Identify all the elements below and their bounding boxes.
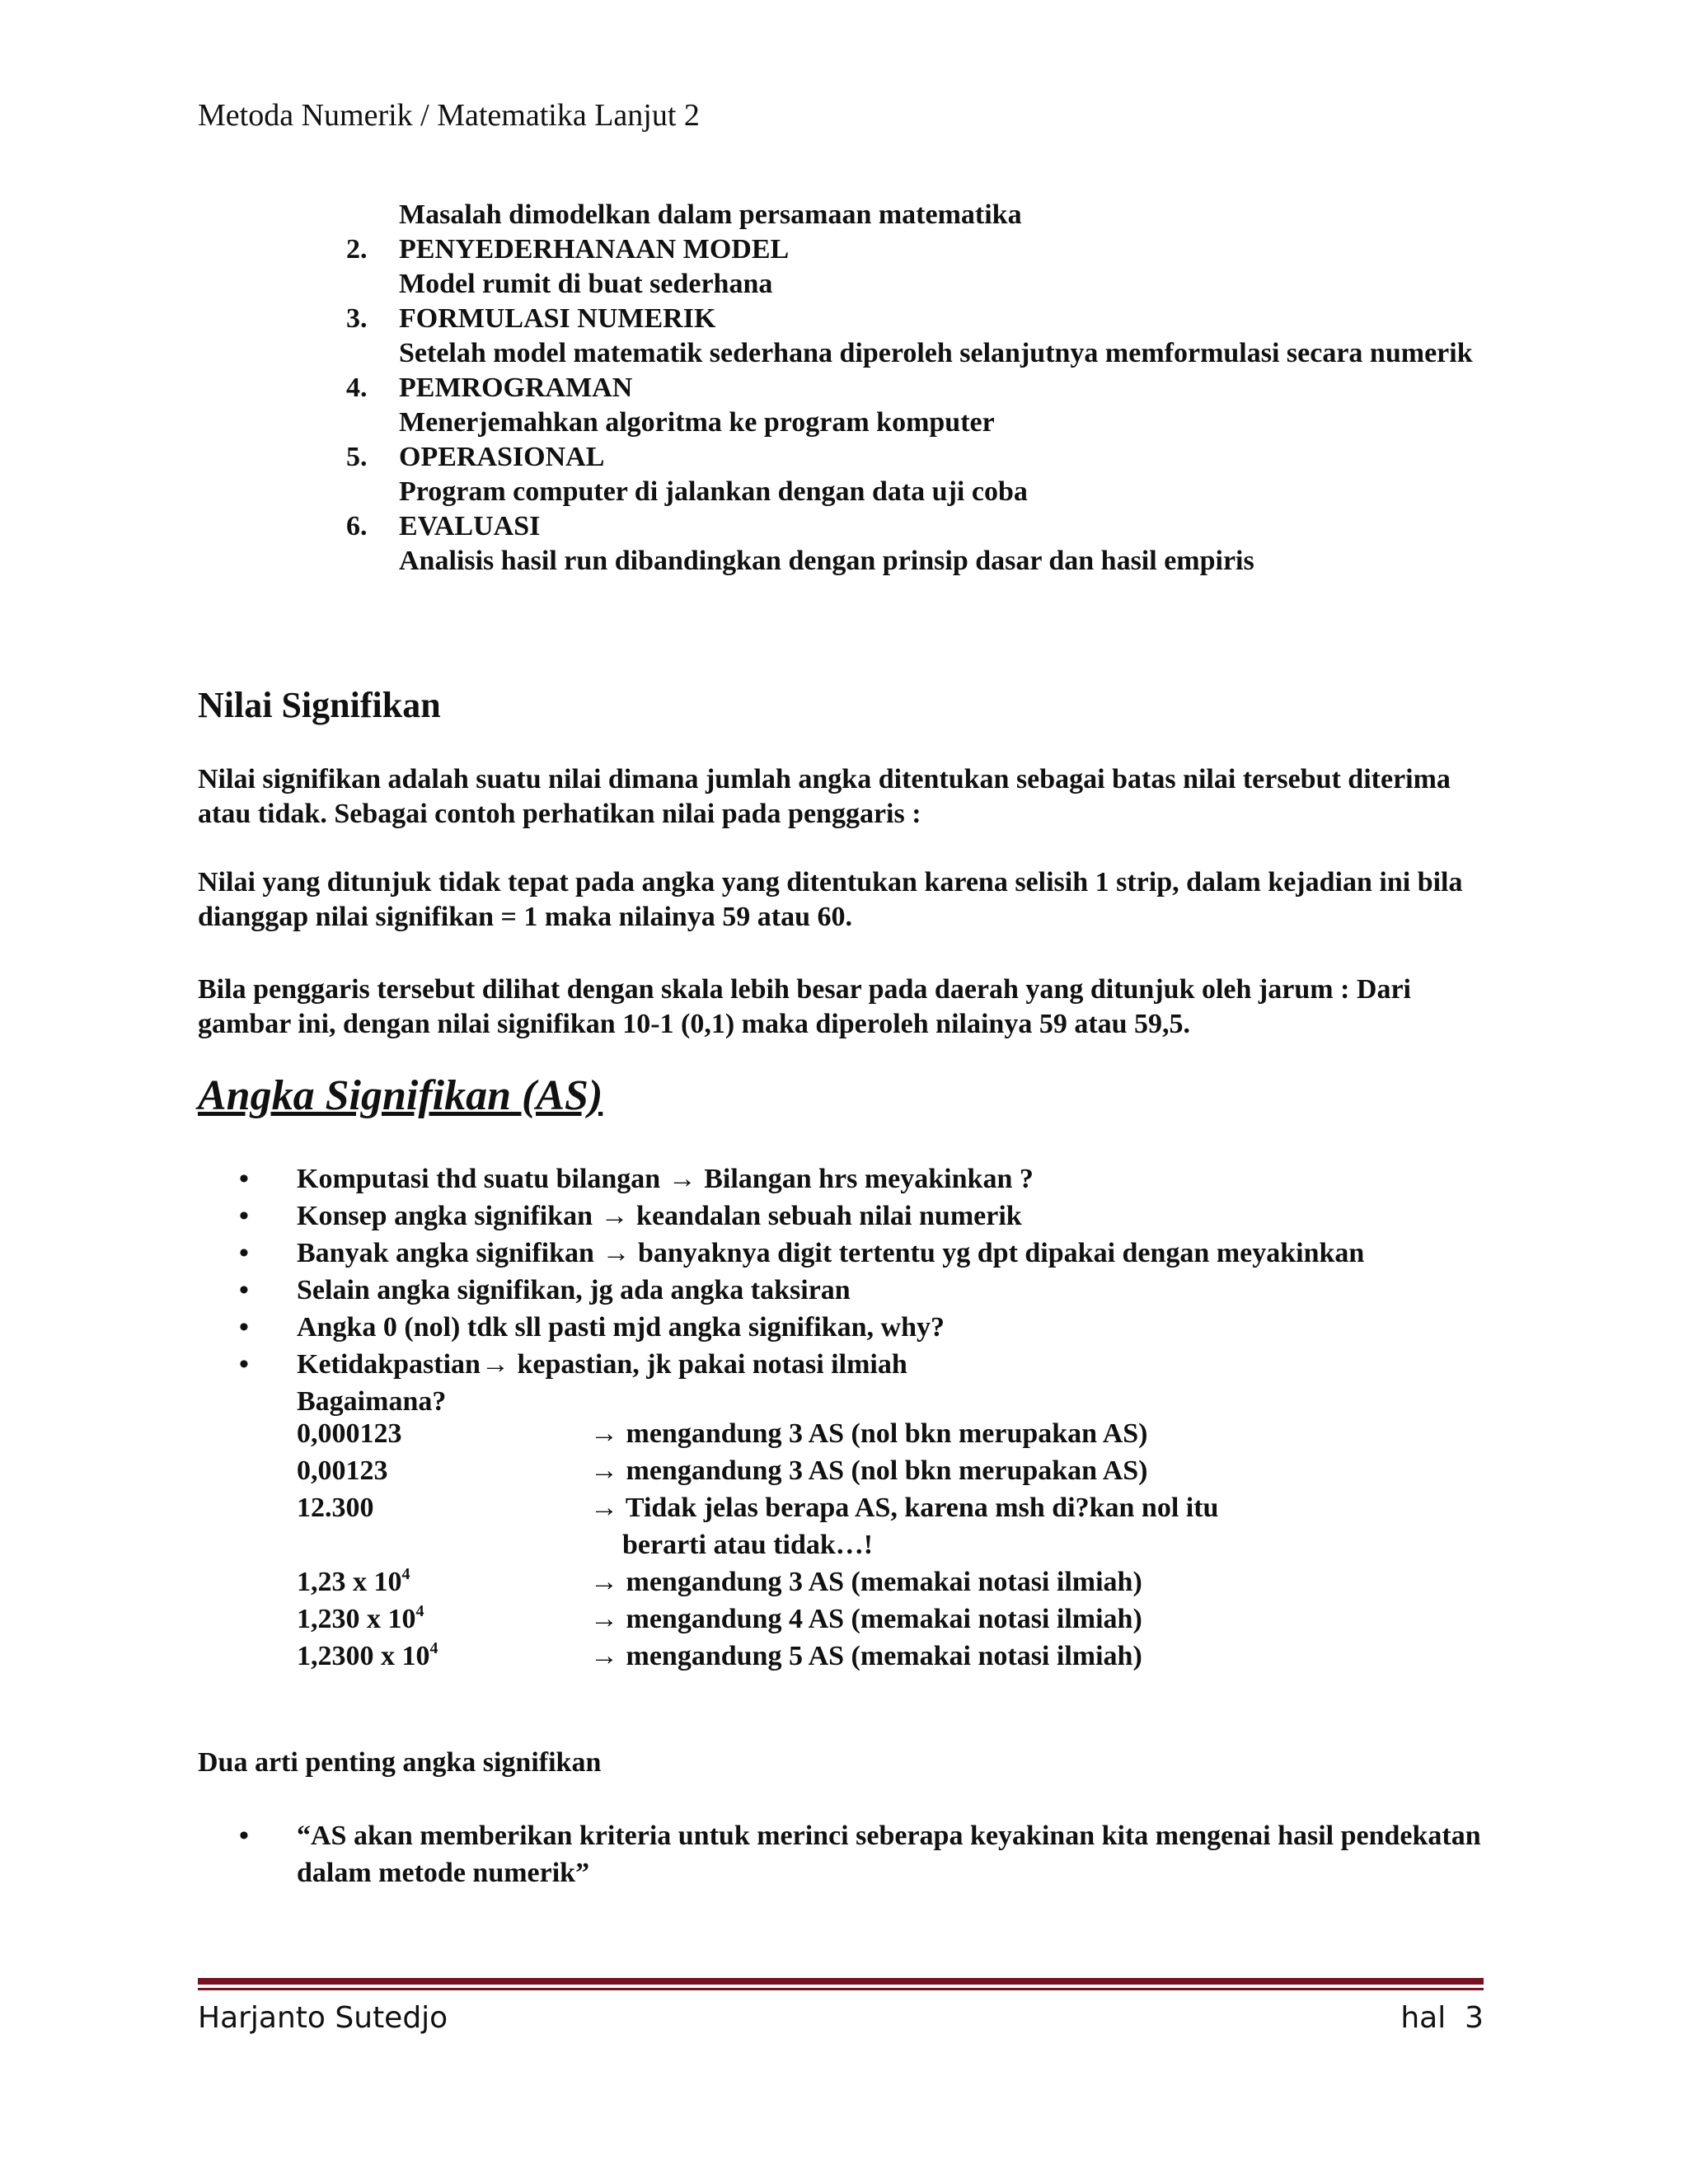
modeling-steps-list <box>346 198 1500 579</box>
bullet-text-result: banyaknya digit tertentu yg dpt dipakai dengan meyakinkan <box>637 1238 1365 1268</box>
example-desc: mengandung 5 AS (memakai notasi ilmiah) <box>626 1641 1142 1671</box>
step-number: 5. <box>346 442 368 472</box>
right-arrow-icon: → <box>590 1641 618 1671</box>
bullet-icon: • <box>239 1312 249 1343</box>
list-item <box>239 1197 1558 1235</box>
dua-arti-quote-item <box>239 1817 1492 1891</box>
bullet-text: Banyak angka signifikan <box>297 1238 594 1268</box>
angka-bullet-list <box>239 1160 1558 1420</box>
example-row <box>297 1415 1218 1452</box>
step-desc: Setelah model matematik sederhana diperoleh selanjutnya memformulasi secara numerik <box>399 338 1473 368</box>
step-title: PENYEDERHANAAN MODEL <box>399 234 790 265</box>
example-row <box>297 1563 1218 1601</box>
footer-divider-thin <box>198 1988 1484 1990</box>
bagaimana-label: Bagaimana? <box>297 1386 447 1417</box>
right-arrow-icon: → <box>590 1604 618 1634</box>
bullet-text: Komputasi thd suatu bilangan <box>297 1164 661 1194</box>
right-arrow-icon: → <box>590 1493 618 1523</box>
step-desc: Menerjemahkan algoritma ke program komputer <box>399 407 995 438</box>
list-item <box>239 1160 1558 1197</box>
example-value: 0,000123 <box>297 1418 402 1449</box>
example-desc-continuation: berarti atau tidak…! <box>622 1530 874 1560</box>
right-arrow-icon: → <box>590 1567 618 1597</box>
example-exponent: 4 <box>415 1602 424 1620</box>
bullet-text: Konsep angka signifikan <box>297 1201 593 1231</box>
footer-page-number: hal 3 <box>1400 2001 1484 2035</box>
step-number: 3. <box>346 303 368 334</box>
dua-arti-heading: Dua arti penting angka signifikan <box>198 1747 602 1778</box>
example-value: 1,2300 x 10 <box>297 1641 430 1671</box>
page-header-title: Metoda Numerik / Matematika Lanjut 2 <box>198 98 700 133</box>
nilai-signifikan-heading: Nilai Signifikan <box>198 685 441 725</box>
bullet-icon: • <box>239 1164 249 1194</box>
nilai-paragraph-3: Bila penggaris tersebut dilihat dengan skala lebih besar pada daerah yang ditunjuk oleh jarum : Dari gambar ini, dengan nilai signifikan 10-1 (0,1) maka diperoleh nilainya 59 atau 59,5. <box>198 974 1411 1039</box>
right-arrow-icon: → <box>590 1455 618 1486</box>
example-desc: mengandung 4 AS (memakai notasi ilmiah) <box>626 1604 1142 1634</box>
step-title: PEMROGRAMAN <box>399 373 633 403</box>
nilai-paragraph-2: Nilai yang ditunjuk tidak tepat pada angka yang ditentukan karena selisih 1 strip, dalam kejadian ini bila dianggap nilai signifikan = 1 maka nilainya 59 atau 60. <box>198 867 1463 932</box>
nilai-paragraph-1: Nilai signifikan adalah suatu nilai dimana jumlah angka ditentukan sebagai batas nilai tersebut diterima atau tidak. Sebagai contoh perhatikan nilai pada penggaris : <box>198 764 1451 829</box>
example-value: 1,23 x 10 <box>297 1567 402 1597</box>
step-title: OPERASIONAL <box>399 442 605 472</box>
bullet-icon: • <box>239 1349 249 1380</box>
right-arrow-icon: → <box>602 1238 631 1268</box>
footer-divider-thick <box>198 1978 1484 1985</box>
example-row <box>297 1452 1218 1489</box>
right-arrow-icon: → <box>481 1349 509 1380</box>
example-value: 0,00123 <box>297 1455 388 1486</box>
bullet-icon: • <box>239 1238 249 1268</box>
step-desc: Analisis hasil run dibandingkan dengan prinsip dasar dan hasil empiris <box>399 546 1254 576</box>
example-value: 1,230 x 10 <box>297 1604 416 1634</box>
right-arrow-icon: → <box>600 1201 629 1231</box>
example-exponent: 4 <box>401 1565 410 1583</box>
angka-signifikan-heading: Angka Signifikan (AS) <box>198 1072 603 1119</box>
list-item <box>239 1346 1558 1383</box>
example-desc: mengandung 3 AS (memakai notasi ilmiah) <box>626 1567 1142 1597</box>
list-item <box>239 1309 1558 1346</box>
step-title: EVALUASI <box>399 511 541 541</box>
example-exponent: 4 <box>429 1639 438 1657</box>
right-arrow-icon: → <box>668 1164 696 1194</box>
step-title: FORMULASI NUMERIK <box>399 303 716 334</box>
bullet-text: Angka 0 (nol) tdk sll pasti mjd angka signifikan, why? <box>297 1312 945 1343</box>
bullet-text-result: kepastian, jk pakai notasi ilmiah <box>517 1349 907 1380</box>
step-desc: Program computer di jalankan dengan data uji coba <box>399 476 1028 507</box>
step-number: 6. <box>346 511 368 541</box>
example-desc: mengandung 3 AS (nol bkn merupakan AS) <box>626 1455 1148 1486</box>
step-number: 4. <box>346 373 368 403</box>
right-arrow-icon: → <box>590 1418 618 1449</box>
step-desc: Model rumit di buat sederhana <box>399 269 773 299</box>
quote-text: “AS akan memberikan kriteria untuk merinci seberapa keyakinan kita mengenai hasil pendekatan dalam metode numerik” <box>297 1821 1481 1888</box>
footer-author: Harjanto Sutedjo <box>198 2001 448 2035</box>
significant-figure-examples <box>297 1415 1218 1675</box>
example-continuation-row <box>297 1526 1218 1563</box>
example-row <box>297 1489 1218 1526</box>
list-item <box>239 1272 1558 1309</box>
bullet-text-result: Bilangan hrs meyakinkan ? <box>704 1164 1034 1194</box>
bullet-text: Selain angka signifikan, jg ada angka taksiran <box>297 1275 851 1305</box>
bullet-text-result: keandalan sebuah nilai numerik <box>636 1201 1022 1231</box>
example-row <box>297 1638 1218 1675</box>
example-desc: Tidak jelas berapa AS, karena msh di?kan nol itu <box>625 1493 1219 1523</box>
list-item <box>239 1235 1558 1272</box>
example-row <box>297 1601 1218 1638</box>
bullet-icon: • <box>239 1275 249 1305</box>
step-1-desc: Masalah dimodelkan dalam persamaan matematika <box>399 199 1022 230</box>
example-value: 12.300 <box>297 1493 374 1523</box>
bullet-icon: • <box>239 1201 249 1231</box>
bullet-icon: • <box>239 1821 249 1851</box>
bullet-text: Ketidakpastian <box>297 1349 481 1380</box>
step-number: 2. <box>346 234 368 265</box>
example-desc: mengandung 3 AS (nol bkn merupakan AS) <box>626 1418 1148 1449</box>
